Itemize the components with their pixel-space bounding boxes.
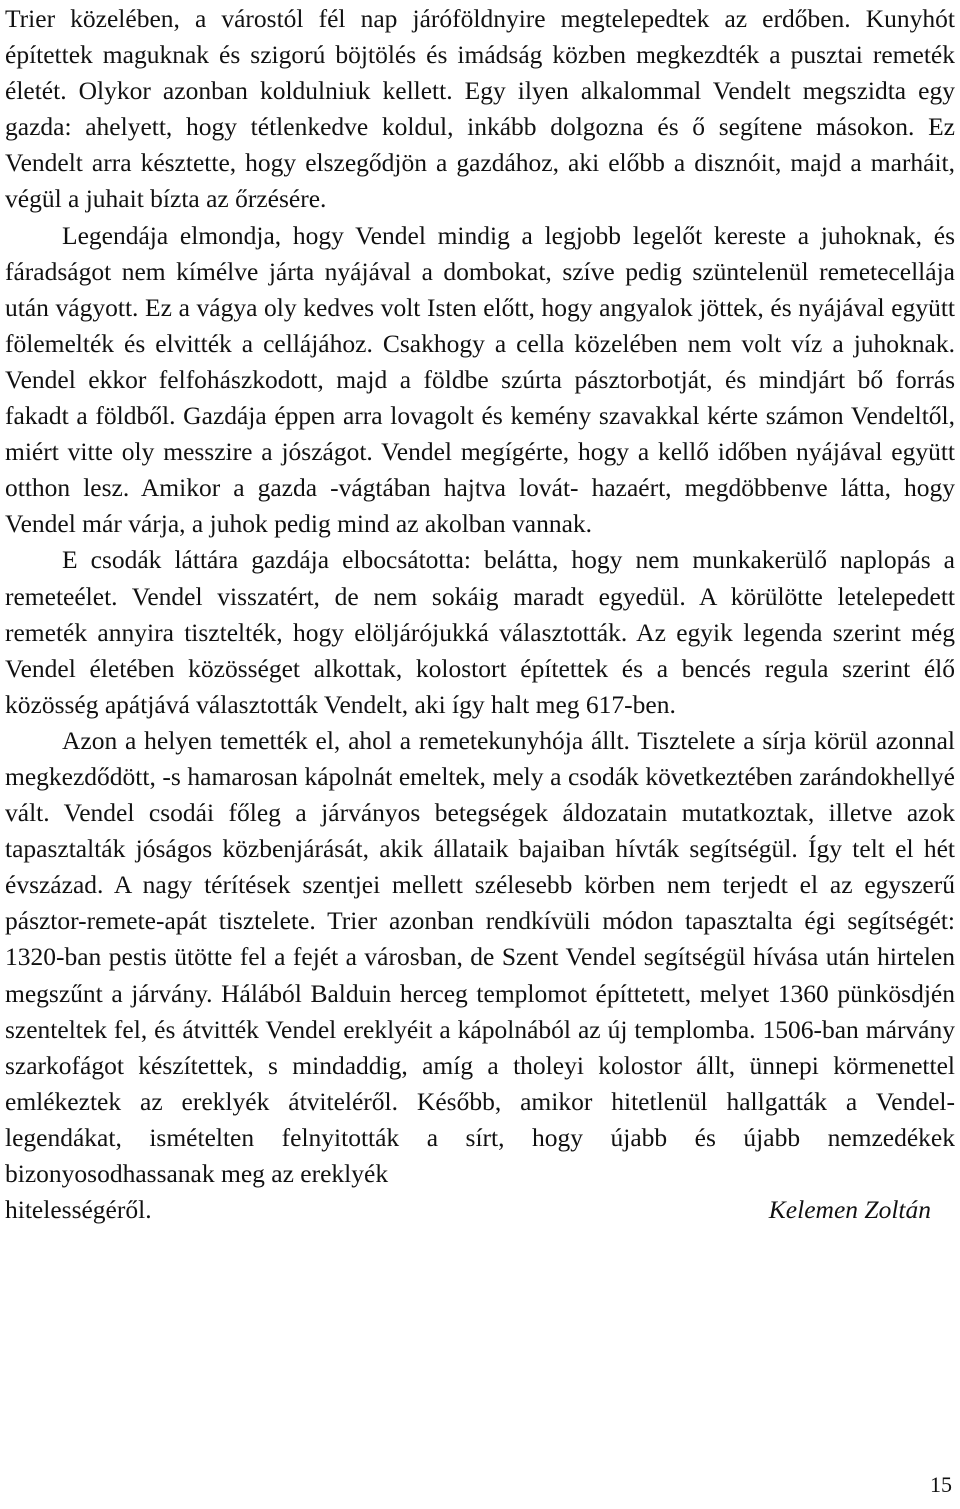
paragraph-4-last-line: hitelességéről.: [5, 1195, 152, 1225]
author-name: Kelemen Zoltán: [768, 1195, 931, 1225]
document-page: [5, 0, 955, 1228]
signature-line: [5, 1192, 955, 1228]
page-number: 15: [930, 1472, 952, 1497]
paragraph-1: Trier közelében, a várostól fél nap járóföldnyire megtelepedtek az erdőben. Kunyhót építettek maguknak és szigorú böjtölés és imádság közben megkezdték a pusztai remeték életét. Olykor azonban koldulniuk kellett. Egy ilyen alkalommal Vendelt megszidta egy gazda: ahelyett, hogy tétlenkedve koldul, inkább dolgozna és ő segítene másokon. Ez Vendelt arra késztette, hogy elszegődjön a gazdához, aki előbb a disznóit, majd a marháit, végül a juhait bízta az őrzésére.: [5, 4, 955, 214]
paragraph-4: Azon a helyen temették el, ahol a remetekunyhója állt. Tisztelete a sírja körül azonnal megkezdődött, -s hamarosan kápolnát emeltek, mely a csodák következtében zarándokhellyé vált. Vendel csodái főleg a járványos betegségek áldozatain mutatkoztak, illetve azok tapasztalták jóságos közbenjárását, akik állataik bajaiban hívták segítségül. Így telt el hét évszázad. A nagy térítések szentjei mellett szélesebb körben nem terjedt el az egyszerű pásztor-remete-apát tisztelete. Trier azonban rendkívüli módon tapasztalta égi segítségét: 1320-ban pestis ütötte fel a fejét a városban, de Szent Vendel segítségül hívása után hirtelen megszűnt a járvány. Hálából Balduin herceg templomot építtetett, melyet 1360 pünkösdjén szenteltek fel, és átvitték Vendel ereklyéit a kápolnából az új templomba. 1506-ban márvány szarkofágot készítettek, s mindaddig, amíg a tholeyi kolostor állt, ünnepi körmenettel emlékeztek az ereklyék átviteléről. Később, amikor hitetlenül hallgatták a Vendel-legendákat, ismételten felnyitották a sírt, hogy újabb és újabb nemzedékek bizonyosodhassanak meg az ereklyék: [5, 725, 955, 1188]
paragraph-2: Legendája elmondja, hogy Vendel mindig a legjobb legelőt kereste a juhoknak, és fáradságot nem kímélve járta nyájával a dombokat, szíve pedig szüntelenül remetecellája után vágyott. Ez a vágya oly kedves volt Isten előtt, hogy angyalok jöttek, és nyájával együtt fölemelték és elvitték a cellájához. Csakhogy a cella közelében nem volt víz a juhoknak. Vendel ekkor felfohászkodott, majd a földbe szúrta pásztorbotját, és mindjárt bő forrás fakadt a földből. Gazdája éppen arra lovagolt és kemény szavakkal kérte számon Vendeltől, miért vitte oly messzire a jószágot. Vendel megígérte, hogy a kellő időben nyájával együtt otthon lesz. Amikor a gazda -vágtában hajtva lovát- hazaért, megdöbbenve látta, hogy Vendel már várja, a juhok pedig mind az akolban vannak.: [5, 220, 955, 539]
paragraph-3: E csodák láttára gazdája elbocsátotta: belátta, hogy nem munkakerülő naplopás a remeteélet. Vendel visszatért, de nem sokáig maradt egyedül. A körülötte letelepedett remeték annyira tisztelték, hogy elöljárójukká választották. Az egyik legenda szerint még Vendel életében közösséget alkottak, kolostort építettek és a bencés regula szerint élő közösség apátjává választották Vendelt, aki így halt meg 617-ben.: [5, 545, 955, 719]
